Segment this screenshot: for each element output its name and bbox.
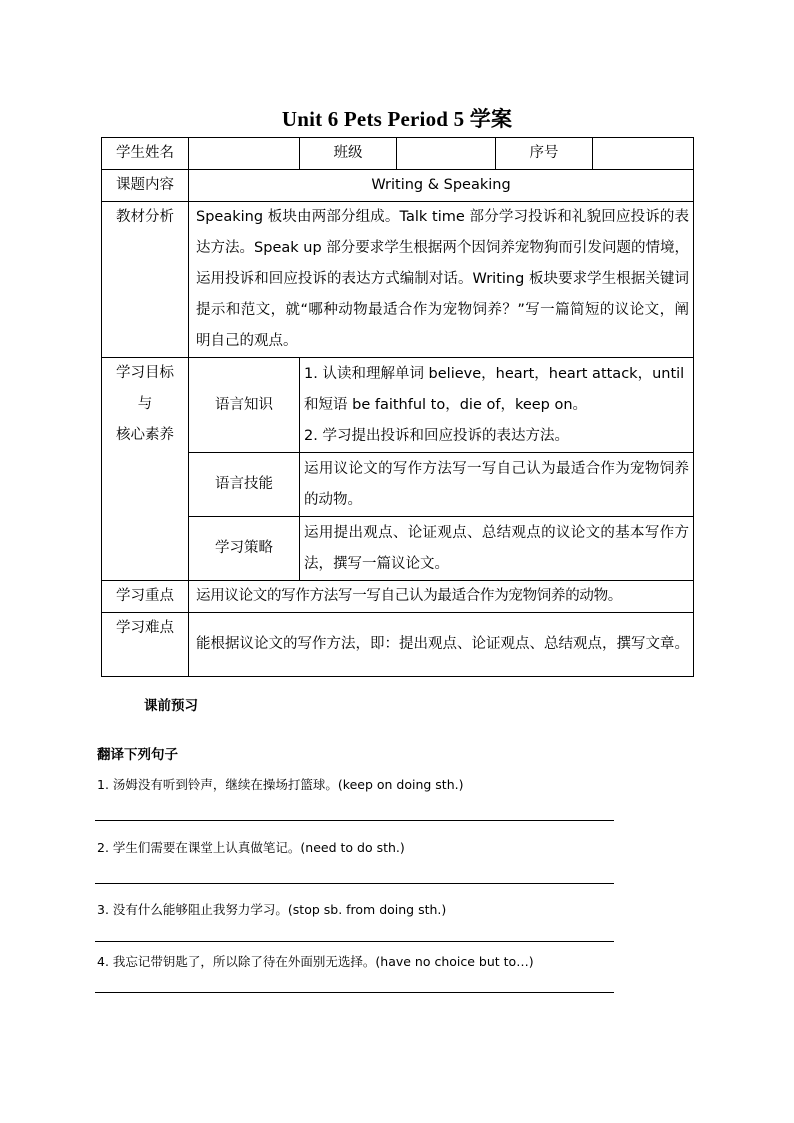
key-points-label: 学习重点 bbox=[102, 581, 189, 613]
student-name-label: 学生姓名 bbox=[102, 138, 189, 170]
skills-text: 运用议论文的写作方法写一写自己认为最适合作为宠物饲养的动物。 bbox=[300, 453, 694, 517]
objectives-label bbox=[102, 358, 189, 581]
table-row bbox=[102, 581, 694, 613]
table-row bbox=[102, 358, 694, 453]
answer-line-4[interactable] bbox=[95, 992, 614, 993]
analysis-text: Speaking 板块由两部分组成。Talk time 部分学习投诉和礼貌回应投诉的表达方法。Speak up 部分要求学生根据两个因饲养宠物狗而引发问题的情境，运用投诉和回应投诉的表达方式编制对话。Writing 板块要求学生根据关键词提示和范文，就“哪种动物最适合作为宠物饲养？”写一篇简短的议论文，阐明自己的观点。 bbox=[189, 202, 694, 358]
knowledge-line: 1. 认读和理解单词 believe，heart，heart attack，until bbox=[304, 365, 685, 382]
analysis-label: 教材分析 bbox=[102, 202, 189, 358]
seq-field[interactable] bbox=[593, 138, 694, 170]
translate-heading: 翻译下列句子 bbox=[97, 747, 178, 763]
table-row bbox=[102, 202, 694, 358]
question-4: 4. 我忘记带钥匙了，所以除了待在外面别无选择。(have no choice but to…) bbox=[97, 954, 534, 969]
table-row bbox=[102, 613, 694, 677]
strategy-text: 运用提出观点、论证观点、总结观点的议论文的基本写作方法，撰写一篇议论文。 bbox=[300, 517, 694, 581]
answer-line-3[interactable] bbox=[95, 941, 614, 942]
lesson-plan-table bbox=[101, 137, 694, 677]
class-label: 班级 bbox=[300, 138, 397, 170]
objectives-label-line: 与 bbox=[137, 396, 153, 412]
question-2: 2. 学生们需要在课堂上认真做笔记。(need to do sth.) bbox=[97, 840, 405, 855]
knowledge-line: 2. 学习提出投诉和回应投诉的表达方法。 bbox=[304, 427, 569, 444]
objectives-label-line: 学习目标 bbox=[116, 365, 174, 381]
topic-value: Writing & Speaking bbox=[189, 170, 694, 202]
key-points-text: 运用议论文的写作方法写一写自己认为最适合作为宠物饲养的动物。 bbox=[189, 581, 694, 613]
seq-label: 序号 bbox=[496, 138, 593, 170]
knowledge-line: 和短语 be faithful to，die of，keep on。 bbox=[304, 396, 588, 413]
table-row bbox=[102, 517, 694, 581]
knowledge-text bbox=[300, 358, 694, 453]
skills-label: 语言技能 bbox=[189, 453, 300, 517]
question-3: 3. 没有什么能够阻止我努力学习。(stop sb. from doing sth.) bbox=[97, 902, 447, 917]
objectives-label-line: 核心素养 bbox=[116, 427, 174, 443]
class-field[interactable] bbox=[397, 138, 496, 170]
table-row bbox=[102, 138, 694, 170]
answer-line-2[interactable] bbox=[95, 883, 614, 884]
page-title: Unit 6 Pets Period 5 学案 bbox=[281, 107, 513, 131]
question-1: 1. 汤姆没有听到铃声，继续在操场打篮球。(keep on doing sth.) bbox=[97, 777, 464, 792]
topic-label: 课题内容 bbox=[102, 170, 189, 202]
table-row bbox=[102, 170, 694, 202]
preview-heading: 课前预习 bbox=[144, 698, 198, 714]
answer-line-1[interactable] bbox=[95, 820, 614, 821]
difficult-points-label: 学习难点 bbox=[102, 613, 189, 677]
student-name-field[interactable] bbox=[189, 138, 300, 170]
strategy-label: 学习策略 bbox=[189, 517, 300, 581]
difficult-points-text: 能根据议论文的写作方法，即：提出观点、论证观点、总结观点，撰写文章。 bbox=[189, 613, 694, 677]
knowledge-label: 语言知识 bbox=[189, 358, 300, 453]
table-row bbox=[102, 453, 694, 517]
